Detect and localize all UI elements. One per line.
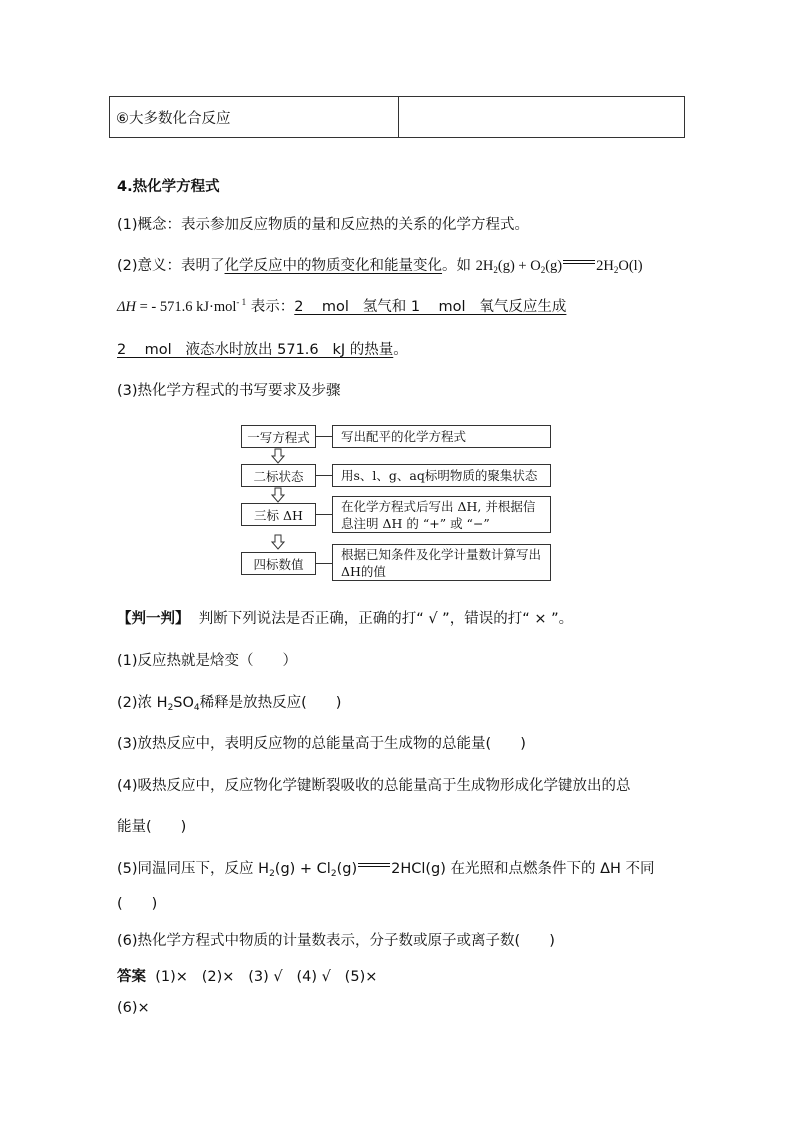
- equation: $2H_2(g) + O_2(g)$ $2H_2O(l)$: [475, 258, 643, 275]
- judge-title: 【判一判】: [117, 611, 190, 627]
- underlined-answer-1: 化学反应中的物质变化和能量变化: [224, 258, 443, 274]
- paragraph-meaning: (2)意义：表明了化学反应中的物质变化和能量变化。如 $2H_2(g) + O_2(g)$ $2H_2O(l)$: [117, 258, 643, 275]
- flow-desc-2: 用s、l、g、aq标明物质的聚集状态: [332, 464, 551, 487]
- answer-line-2: (6)×: [117, 1000, 150, 1016]
- question-2: (2)浓 $H_2SO_4$稀释是放热反应( ): [117, 695, 342, 713]
- down-arrow-icon: [271, 487, 285, 503]
- flow-step-2: 二标状态: [241, 464, 316, 487]
- section-heading: 4.热化学方程式: [117, 179, 220, 195]
- paragraph-concept: (1)概念：表示参加反应物质的量和反应热的关系的化学方程式。: [117, 217, 530, 233]
- table-cell-right: [399, 97, 685, 138]
- question-5-line-2: ( ): [117, 896, 158, 912]
- judge-intro-line: 【判一判】 判断下列说法是否正确，正确的打“ √ ”，错误的打“ × ”。: [117, 611, 574, 627]
- answer-label: 答案: [117, 969, 146, 985]
- equals-arrow: [562, 259, 596, 267]
- top-table: [109, 96, 685, 138]
- flow-desc-1: 写出配平的化学方程式: [332, 425, 551, 448]
- down-arrow-icon: [271, 448, 285, 464]
- flow-step-4: 四标数值: [241, 552, 316, 575]
- flow-step-1: 一写方程式: [241, 425, 316, 448]
- paragraph-delta-h-cont: 2 mol 液态水时放出 571.6 kJ 的热量。: [117, 342, 408, 358]
- equals-arrow: [357, 862, 391, 870]
- question-4-line-1: (4)吸热反应中，反应物化学键断裂吸收的总能量高于生成物形成化学键放出的总: [117, 778, 631, 794]
- answer-line-1: 答案 (1)× (2)× (3) √ (4) √ (5)×: [117, 969, 378, 985]
- underlined-answer-2: 2 mol 氢气和 1 mol 氧气反应生成: [294, 299, 567, 315]
- question-1: (1)反应热就是焓变（ ）: [117, 653, 298, 669]
- paragraph-steps-title: (3)热化学方程式的书写要求及步骤: [117, 383, 341, 399]
- question-6: (6)热化学方程式中物质的计量数表示，分子数或原子或离子数( ): [117, 933, 555, 949]
- paragraph-delta-h: ΔH = - 571.6 kJ·mol$^{- 1}$ 表示：2 mol 氢气和 1 mol 氧气反应生成: [117, 297, 567, 315]
- flow-step-3: 三标 ΔH: [241, 503, 316, 526]
- table-cell-left: ⑥大多数化合反应: [110, 97, 399, 138]
- question-3: (3)放热反应中，表明反应物的总能量高于生成物的总能量( ): [117, 736, 526, 752]
- question-5: (5)同温同压下，反应 $H_2(g) + Cl_2(g)$ 2HCl(g) 在光照和点燃条件下的 ΔH 不同: [117, 861, 655, 879]
- flow-desc-3: 在化学方程式后写出 ΔH, 并根据信息注明 ΔH 的 “+” 或 “−”: [332, 496, 551, 533]
- underlined-answer-3: 2 mol 液态水时放出 571.6 kJ 的热量: [117, 342, 394, 358]
- down-arrow-icon: [271, 534, 285, 550]
- flow-desc-4: 根据已知条件及化学计量数计算写出 ΔH的值: [332, 544, 551, 581]
- question-4-line-2: 能量( ): [117, 819, 187, 835]
